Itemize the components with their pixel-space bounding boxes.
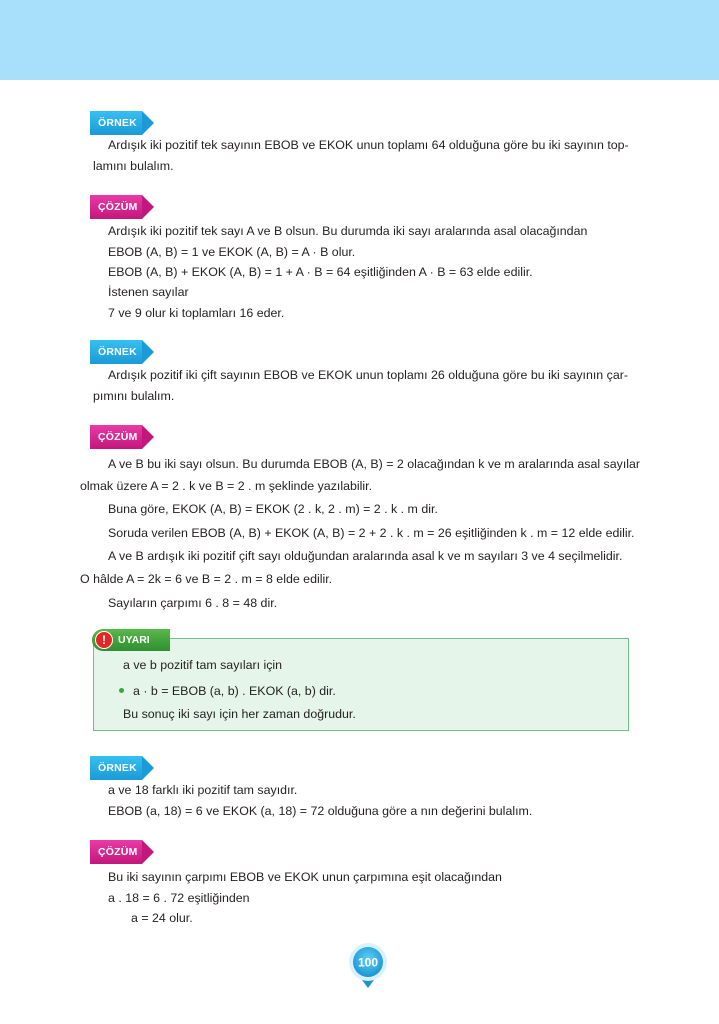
cozum-tag: [90, 425, 142, 449]
solution2-line-2: olmak üzere A = 2 . k ve B = 2 . m şeklinde yazılabilir.: [80, 479, 373, 493]
example1-line-2: lamını bulalım.: [93, 159, 174, 173]
page-number-badge: [345, 942, 391, 992]
warning-line-3: Bu sonuç iki sayı için her zaman doğrudur.: [123, 707, 356, 721]
solution3-line-2: a . 18 = 6 . 72 eşitliğinden: [108, 891, 250, 905]
ornek-tag: [90, 111, 142, 135]
solution1-line-4: İstenen sayılar: [108, 285, 189, 299]
solution1-line-5: 7 ve 9 olur ki toplamları 16 eder.: [108, 306, 285, 320]
example1-line-1: Ardışık iki pozitif tek sayının EBOB ve EKOK unun toplamı 64 olduğuna göre bu iki sayının top-: [108, 138, 629, 152]
solution2-line-1: A ve B bu iki sayı olsun. Bu durumda EBOB (A, B) = 2 olacağından k ve m aralarında asal sayılar: [108, 457, 641, 471]
solution2-line-5: A ve B ardışık iki pozitif çift sayı olduğundan aralarında asal k ve m sayıları 3 ve 4 seçilmelidir.: [108, 549, 623, 563]
example3-line-1: a ve 18 farklı iki pozitif tam sayıdır.: [108, 783, 298, 797]
example2-line-1: Ardışık pozitif iki çift sayının EBOB ve EKOK unun toplamı 26 olduğuna göre bu iki sayının çar-: [108, 368, 628, 382]
ornek-tag: [90, 340, 142, 364]
warning-line-2: a · b = EBOB (a, b) . EKOK (a, b) dir.: [133, 684, 336, 698]
solution2-line-7: Sayıların çarpımı 6 . 8 = 48 dir.: [108, 596, 278, 610]
solution3-line-1: Bu iki sayının çarpımı EBOB ve EKOK unun çarpımına eşit olacağından: [108, 870, 502, 884]
solution1-line-3: EBOB (A, B) + EKOK (A, B) = 1 + A · B = 64 eşitliğinden A · B = 63 elde edilir.: [108, 265, 533, 279]
solution2-line-6: O hâlde A = 2k = 6 ve B = 2 . m = 8 elde edilir.: [80, 572, 333, 586]
ornek-tag: [90, 756, 142, 780]
solution1-line-2: EBOB (A, B) = 1 ve EKOK (A, B) = A · B olur.: [108, 245, 356, 259]
solution2-line-3: Buna göre, EKOK (A, B) = EKOK (2 . k, 2 . m) = 2 . k . m dir.: [108, 502, 438, 516]
ornek-tag-label: ÖRNEK: [98, 346, 137, 358]
solution3-line-3: a = 24 olur.: [131, 911, 193, 925]
example3-line-2: EBOB (a, 18) = 6 ve EKOK (a, 18) = 72 olduğuna göre a nın değerini bulalım.: [108, 804, 533, 818]
warning-line-1: a ve b pozitif tam sayıları için: [123, 658, 283, 672]
ornek-tag-label: ÖRNEK: [98, 762, 137, 774]
cozum-tag-label: ÇÖZÜM: [98, 201, 138, 213]
cozum-tag-label: ÇÖZÜM: [98, 431, 138, 443]
exclamation-icon: !: [95, 631, 113, 649]
badge-pointer-icon: [362, 980, 374, 988]
page-number: 100: [357, 955, 379, 970]
bullet-icon: [119, 688, 124, 693]
solution2-line-4: Soruda verilen EBOB (A, B) + EKOK (A, B) = 2 + 2 . k . m = 26 eşitliğinden k . m = 12 elde edilir.: [108, 526, 635, 540]
uyari-tag-label: UYARI: [118, 634, 150, 646]
ornek-tag-label: ÖRNEK: [98, 117, 137, 129]
cozum-tag: [90, 195, 142, 219]
cozum-tag: [90, 840, 142, 864]
example2-line-2: pımını bulalım.: [93, 389, 175, 403]
solution1-line-1: Ardışık iki pozitif tek sayı A ve B olsun. Bu durumda iki sayı aralarında asal olacağından: [108, 224, 588, 238]
uyari-tag: [92, 629, 170, 651]
cozum-tag-label: ÇÖZÜM: [98, 846, 138, 858]
header-band: [0, 0, 719, 80]
